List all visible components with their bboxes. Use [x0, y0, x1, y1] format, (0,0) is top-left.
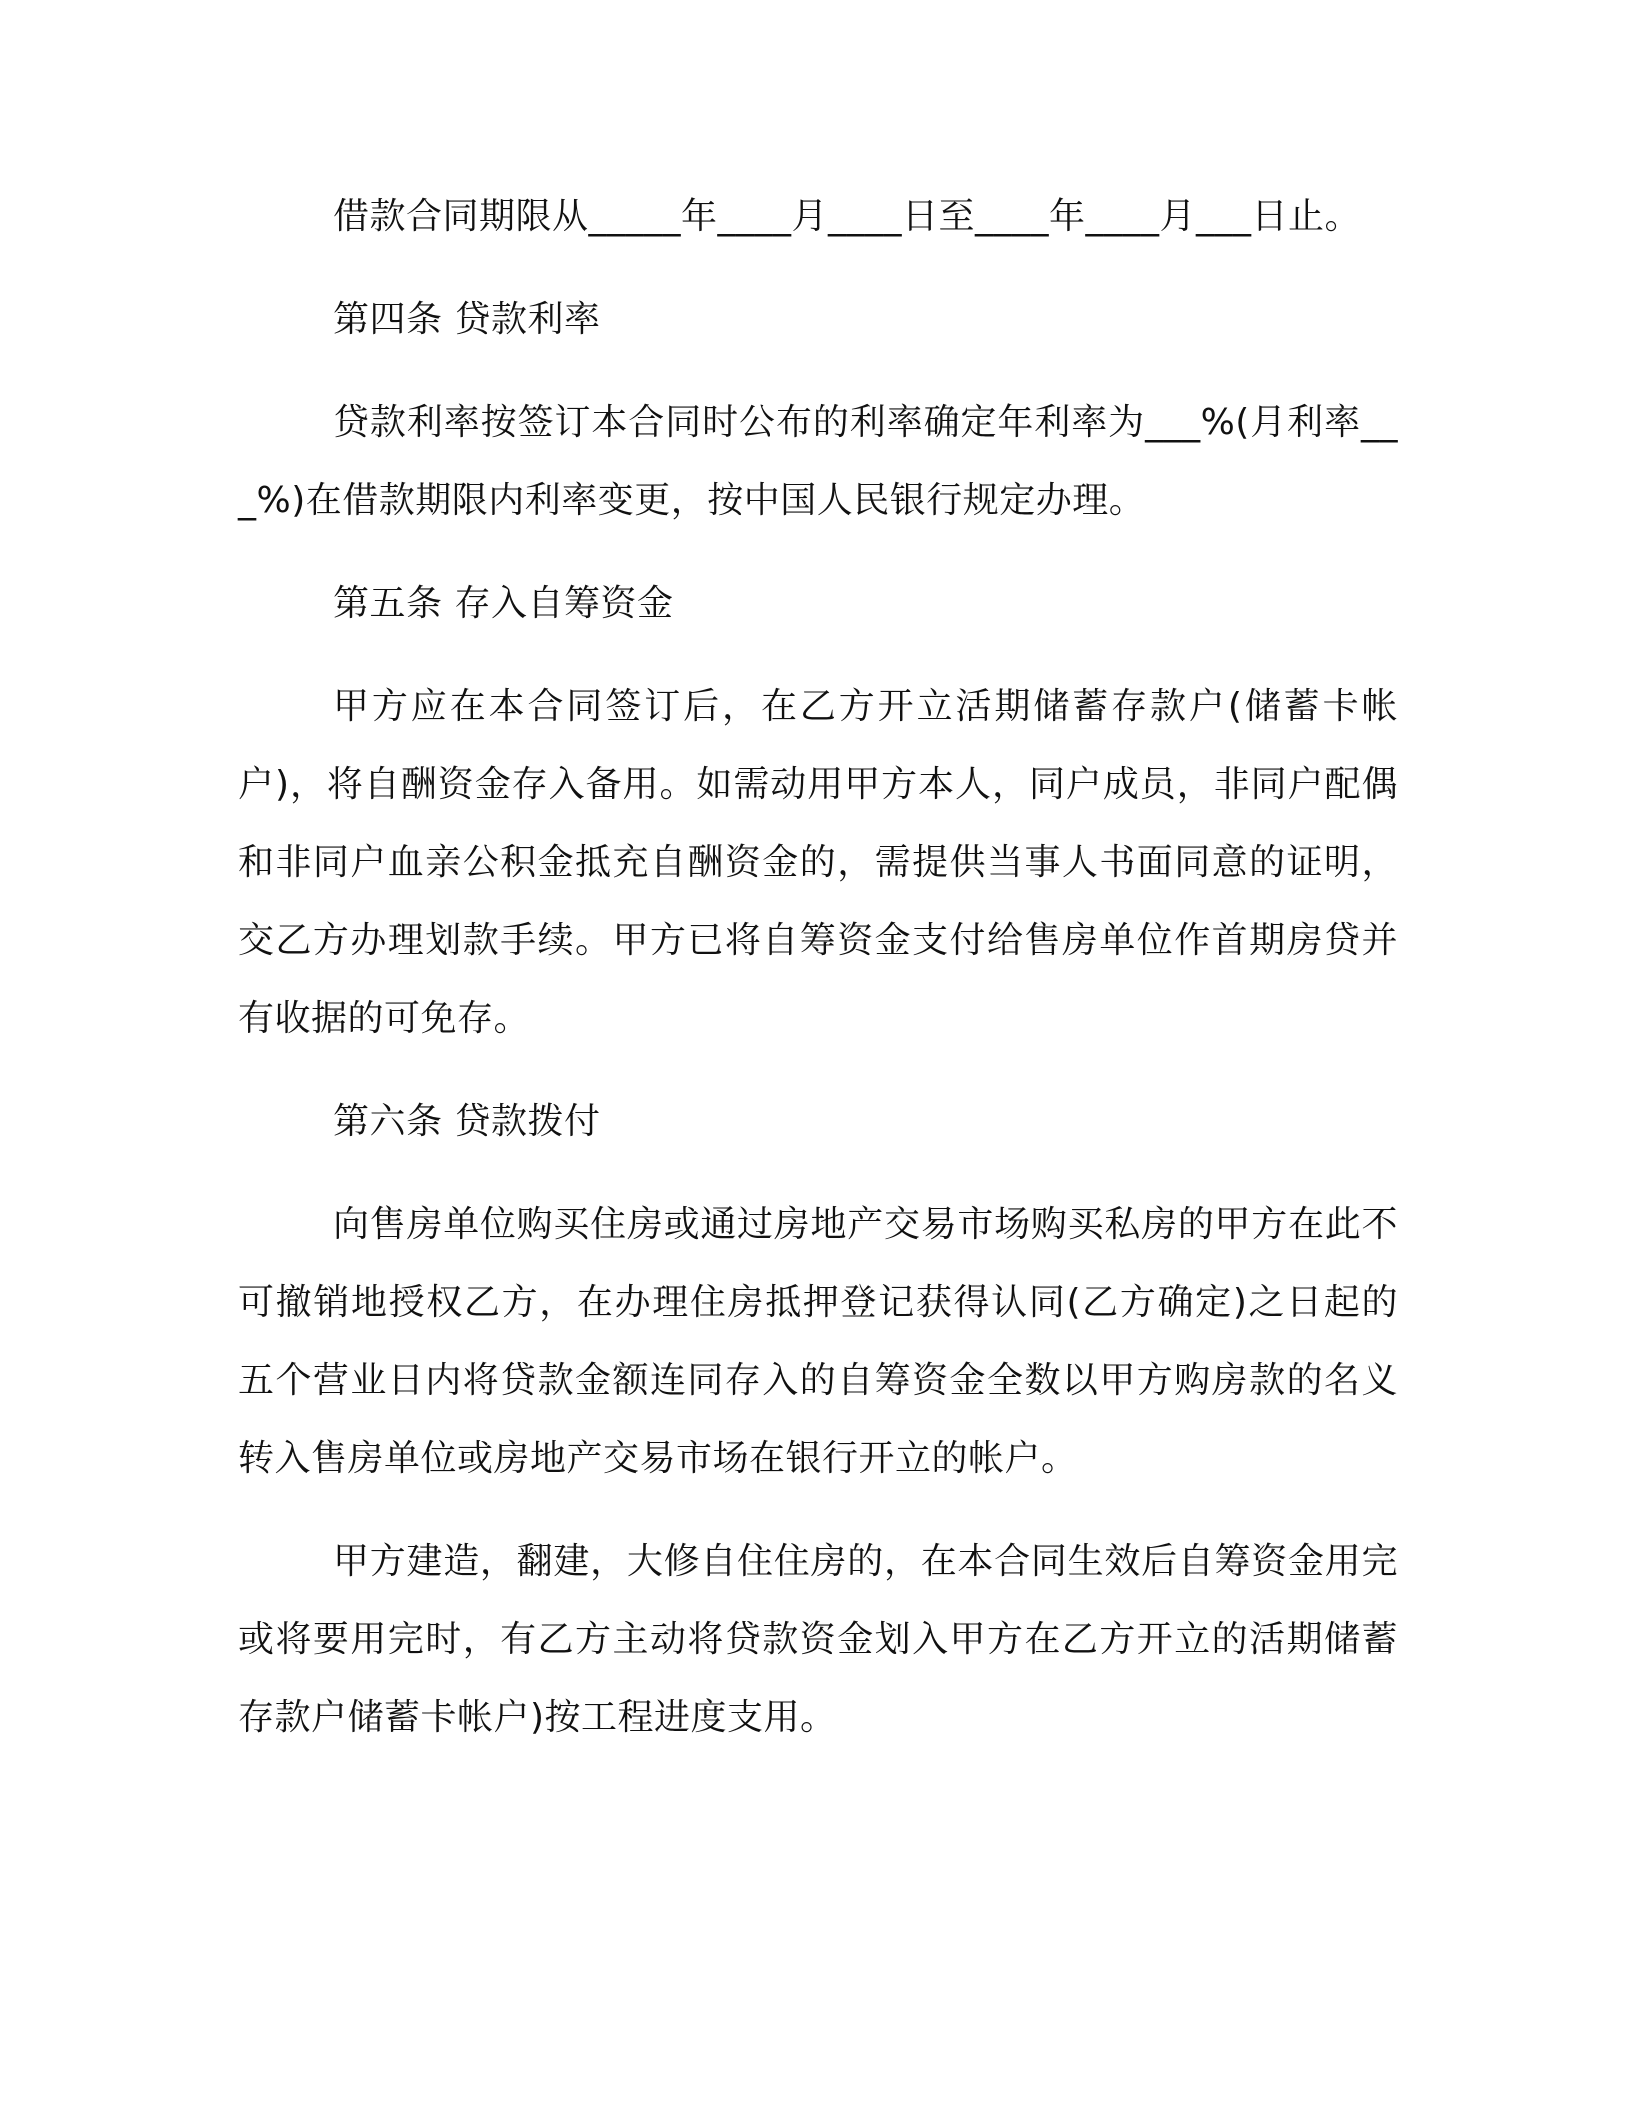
article-5-heading: 第五条 存入自筹资金	[333, 583, 674, 624]
article-6-heading: 第六条 贷款拨付	[333, 1101, 601, 1142]
article-4-body: 贷款利率按签订本合同时公布的利率确定年利率为___%(月利率___%)在借款期限内利率变更，按中国人民银行规定办理。	[238, 402, 1398, 521]
loan-term-paragraph: 借款合同期限从_____年____月____日至____年____月___日止。	[333, 196, 1362, 237]
article-6-body-2: 甲方建造，翻建，大修自住住房的，在本合同生效后自筹资金用完或将要用完时，有乙方主动将贷款资金划入甲方在乙方开立的活期储蓄存款户储蓄卡帐户)按工程进度支用。	[238, 1541, 1398, 1738]
document-body	[238, 178, 1398, 1782]
article-4-heading: 第四条 贷款利率	[333, 299, 601, 340]
article-6-body-1: 向售房单位购买住房或通过房地产交易市场购买私房的甲方在此不可撤销地授权乙方，在办理住房抵押登记获得认同(乙方确定)之日起的五个营业日内将贷款金额连同存入的自筹资金全数以甲方购房款的名义转入售房单位或房地产交易市场在银行开立的帐户。	[238, 1204, 1398, 1479]
article-5-body: 甲方应在本合同签订后，在乙方开立活期储蓄存款户(储蓄卡帐户)，将自酬资金存入备用。如需动用甲方本人，同户成员，非同户配偶和非同户血亲公积金抵充自酬资金的，需提供当事人书面同意的证明，交乙方办理划款手续。甲方已将自筹资金支付给售房单位作首期房贷并有收据的可免存。	[238, 686, 1398, 1039]
